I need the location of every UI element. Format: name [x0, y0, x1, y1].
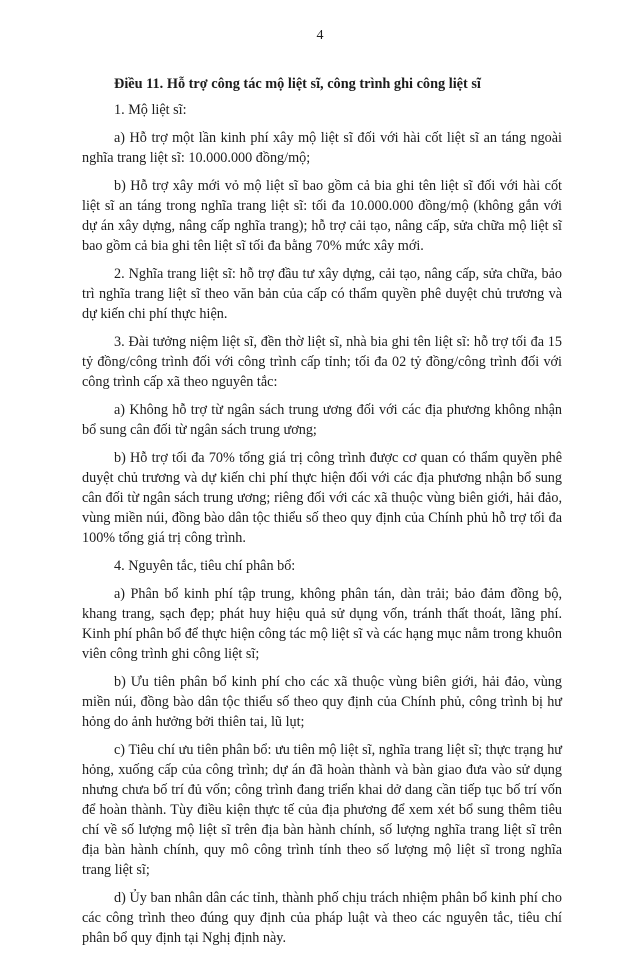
article-heading: Điều 11. Hỗ trợ công tác mộ liệt sĩ, công trình ghi công liệt sĩ: [114, 76, 481, 92]
paragraph: 1. Mộ liệt sĩ:: [114, 102, 187, 118]
document-body: [82, 74, 562, 956]
paragraph: 4. Nguyên tắc, tiêu chí phân bổ:: [114, 558, 296, 574]
paragraph: b) Hỗ trợ xây mới vỏ mộ liệt sĩ bao gồm cả bia ghi tên liệt sĩ đối với hài cốt liệt sĩ an táng trong nghĩa trang liệt sĩ: tối đa 10.000.000 đồng/mộ (không gắn với dự án xây dựng, nâng cấp nghĩa trang); hỗ trợ cải tạo, nâng cấp, sửa chữa mộ liệt sĩ bao gồm cả bia ghi tên liệt sĩ tối đa bằng 70% mức xây mới.: [82, 178, 562, 254]
paragraph: c) Tiêu chí ưu tiên phân bổ: ưu tiên mộ liệt sĩ, nghĩa trang liệt sĩ; thực trạng hư hỏng, xuống cấp của công trình; dự án đã hoàn thành và bàn giao đưa vào sử dụng nhưng chưa bố trí đủ vốn; công trình đang triển khai dở dang cần tiếp tục bố trí vốn để hoàn thành. Tùy điều kiện thực tế của địa phương để xem xét bổ sung thêm tiêu chí về số lượng mộ liệt sĩ trên địa bàn hành chính, số lượng nghĩa trang liệt sĩ trên địa bàn hành chính, quy mô công trình tính theo số lượng mộ liệt sĩ trong nghĩa trang liệt sĩ;: [82, 742, 562, 878]
paragraph: 3. Đài tưởng niệm liệt sĩ, đền thờ liệt sĩ, nhà bia ghi tên liệt sĩ: hỗ trợ tối đa 15 tỷ đồng/công trình đối với công trình cấp tỉnh; tối đa 02 tỷ đồng/công trình đối với công trình cấp xã theo nguyên tắc:: [82, 334, 562, 390]
paragraph: a) Hỗ trợ một lần kinh phí xây mộ liệt sĩ đối với hài cốt liệt sĩ an táng ngoài nghĩa trang liệt sĩ: 10.000.000 đồng/mộ;: [82, 130, 562, 166]
paragraph: b) Ưu tiên phân bổ kinh phí cho các xã thuộc vùng biên giới, hải đảo, vùng miền núi, đồng bào dân tộc thiểu số theo quy định của Chính phủ, công trình bị hư hỏng do ảnh hưởng bởi thiên tai, lũ lụt;: [82, 674, 562, 730]
paragraph: a) Phân bổ kinh phí tập trung, không phân tán, dàn trải; bảo đảm đồng bộ, khang trang, sạch đẹp; phát huy hiệu quả sử dụng vốn, tránh thất thoát, lãng phí. Kinh phí phân bổ để thực hiện công tác mộ liệt sĩ và các hạng mục nằm trong khuôn viên công trình ghi công liệt sĩ;: [82, 586, 562, 662]
paragraph: 2. Nghĩa trang liệt sĩ: hỗ trợ đầu tư xây dựng, cải tạo, nâng cấp, sửa chữa, bảo trì nghĩa trang liệt sĩ theo văn bản của cấp có thẩm quyền phê duyệt chủ trương và dự kiến chi phí thực hiện.: [82, 266, 562, 322]
paragraph: b) Hỗ trợ tối đa 70% tổng giá trị công trình được cơ quan có thẩm quyền phê duyệt chủ trương và dự kiến chi phí thực hiện đối với các địa phương nhận bổ sung cân đối từ ngân sách trung ương; riêng đối với các xã thuộc vùng biên giới, hải đảo, vùng miền núi, đồng bào dân tộc thiểu số theo quy định của Chính phủ hỗ trợ tối đa 100% tổng giá trị công trình.: [82, 450, 562, 546]
paragraph: a) Không hỗ trợ từ ngân sách trung ương đối với các địa phương không nhận bổ sung cân đối từ ngân sách trung ương;: [82, 402, 562, 438]
page-number: 4: [316, 28, 324, 43]
paragraph: d) Ủy ban nhân dân các tỉnh, thành phố chịu trách nhiệm phân bổ kinh phí cho các công trình theo đúng quy định của pháp luật và theo các nguyên tắc, tiêu chí phân bổ quy định tại Nghị định này.: [82, 890, 562, 946]
